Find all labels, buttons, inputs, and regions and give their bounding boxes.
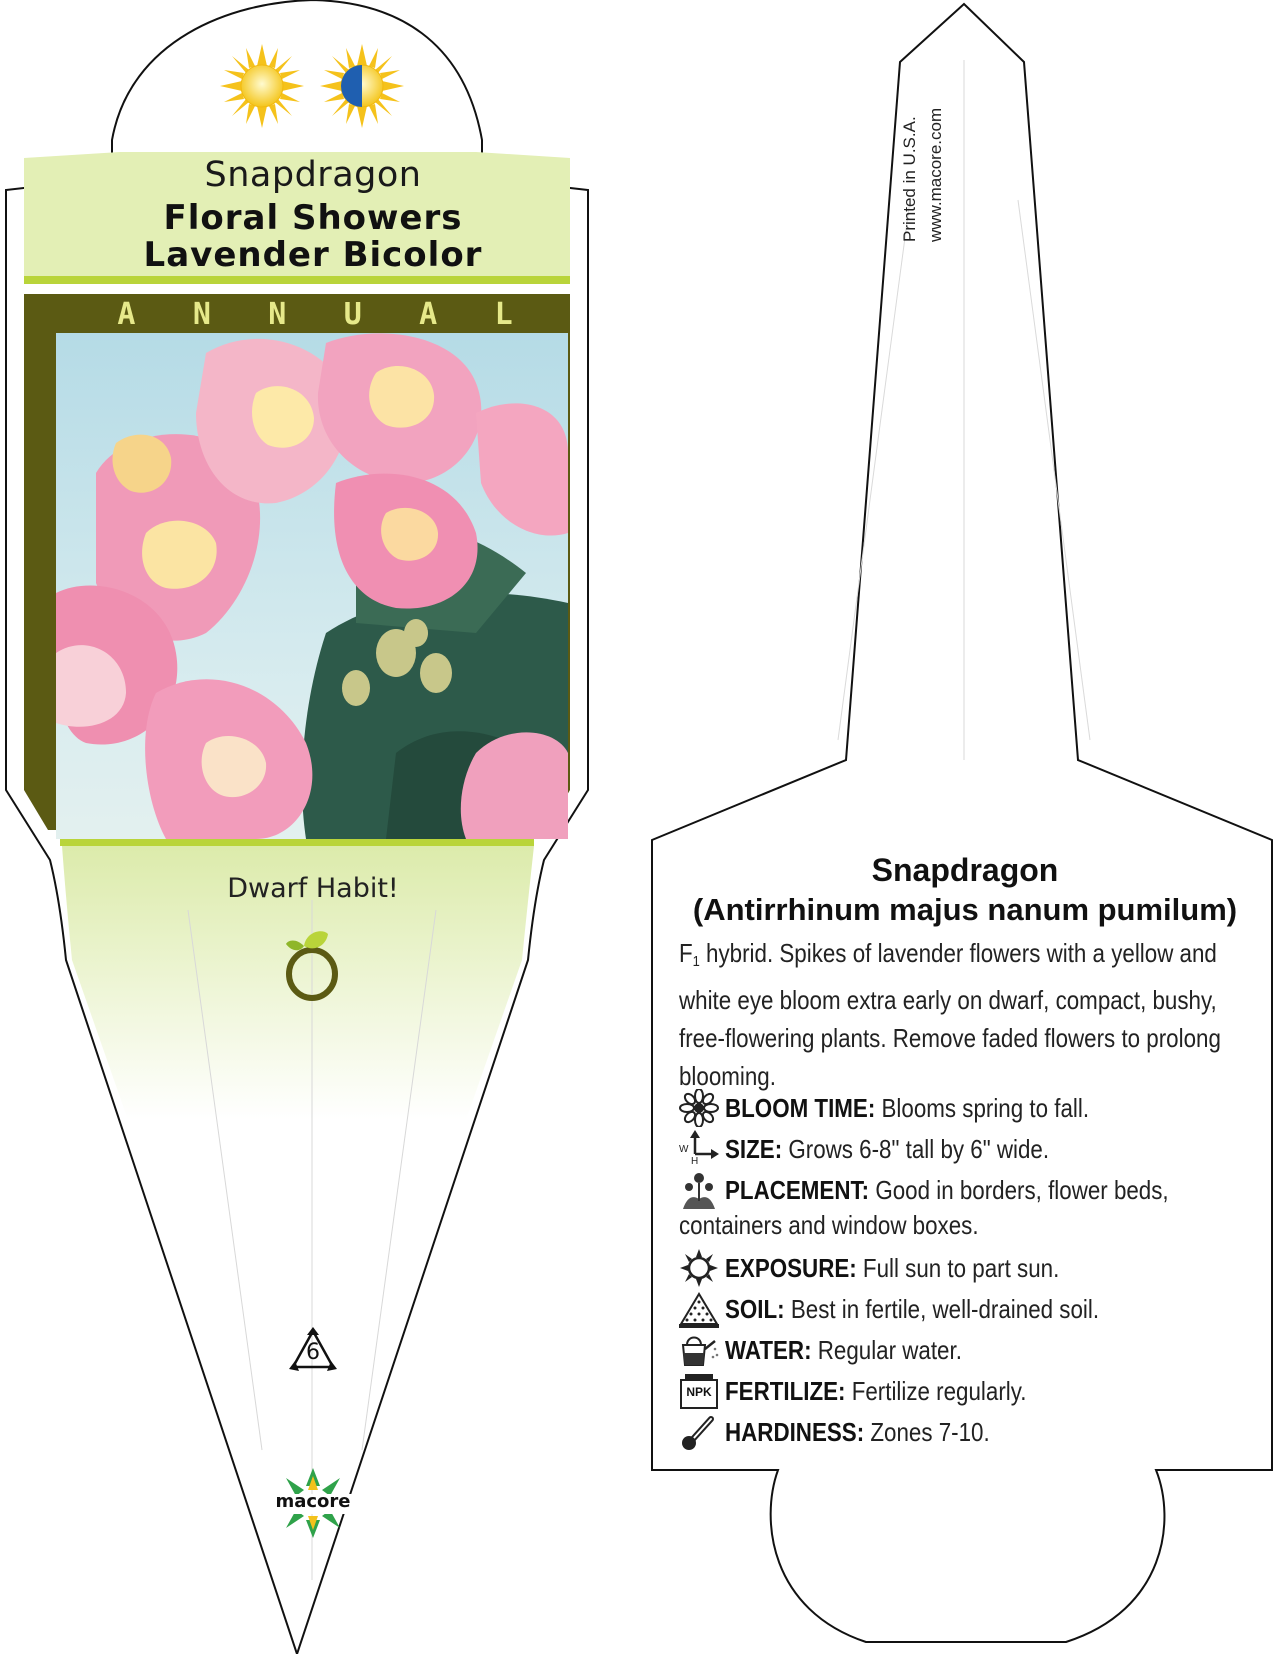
feature-text: Dwarf Habit! [227, 873, 399, 904]
size-arrows-icon [679, 1130, 719, 1168]
brand-name: macore [275, 1491, 351, 1512]
print-info [897, 52, 977, 242]
care-item-exposure: EXPOSURE: Full sun to part sun. [679, 1248, 1114, 1288]
frame-rule [60, 838, 534, 846]
care-item-soil: SOIL: Best in fertile, well-drained soil. [679, 1289, 1160, 1329]
thermometer-icon [679, 1413, 719, 1451]
category-letter: U [343, 297, 362, 332]
common-name: Snapdragon [204, 155, 422, 195]
care-item-fertilize: NPK FERTILIZE: Fertilize regularly. [679, 1371, 1076, 1411]
part-sun-icon [320, 44, 404, 128]
seedling-icon [284, 928, 340, 1002]
care-item-bloom: BLOOM TIME: Blooms spring to fall. [679, 1088, 1148, 1128]
full-sun-icon [220, 44, 304, 128]
npk-label: NPK [686, 1385, 712, 1399]
macore-logo-icon [272, 1468, 354, 1538]
description-line: free-flowering plants. Remove faded flowers to prolong [679, 1023, 1221, 1053]
category-letter: N [192, 297, 211, 332]
care-item-hardiness: HARDINESS: Zones 7-10. [679, 1412, 1033, 1452]
care-item-water: WATER: Regular water. [679, 1330, 1001, 1370]
flower-icon [679, 1089, 719, 1127]
soil-pile-icon [679, 1290, 719, 1328]
botanical-name: (Antirrhinum majus nanum pumilum) [692, 892, 1238, 927]
recycle-icon [287, 1327, 339, 1375]
printed-location: Printed in U.S.A. [900, 116, 919, 242]
recycle-number: 6 [306, 1340, 320, 1365]
size-width-label: W [679, 1144, 689, 1155]
variety-line-2: Lavender Bicolor [143, 235, 483, 275]
title-band-rule [24, 276, 570, 284]
sun-outline-icon [679, 1249, 719, 1287]
placement-flowers-icon [679, 1171, 719, 1209]
back-title: Snapdragon [871, 852, 1059, 888]
category-label [60, 297, 570, 331]
plant-photo [56, 333, 568, 839]
description-line: white eye bloom extra early on dwarf, compact, bushy, [679, 985, 1217, 1015]
watering-can-icon [679, 1331, 719, 1369]
placement-continuation: containers and window boxes. [679, 1210, 979, 1240]
variety-line-1: Floral Showers [163, 198, 463, 238]
description-line: blooming. [679, 1061, 776, 1091]
website: www.macore.com [926, 107, 945, 242]
category-letter: N [268, 297, 287, 332]
description [679, 934, 1277, 1095]
description-line: $F_1$ hybrid. Spikes of lavender flowers with a yellow and [679, 938, 1217, 970]
care-item-size: W H SIZE: Grows 6-8" tall by 6" wide. [679, 1129, 1102, 1169]
care-item-placement: PLACEMENT: Good in borders, flower beds, [679, 1170, 1241, 1210]
category-letter: A [419, 297, 438, 332]
category-letter: A [117, 297, 136, 332]
category-letter: L [494, 297, 513, 332]
npk-bag-icon [679, 1372, 719, 1410]
size-height-label: H [691, 1156, 699, 1167]
